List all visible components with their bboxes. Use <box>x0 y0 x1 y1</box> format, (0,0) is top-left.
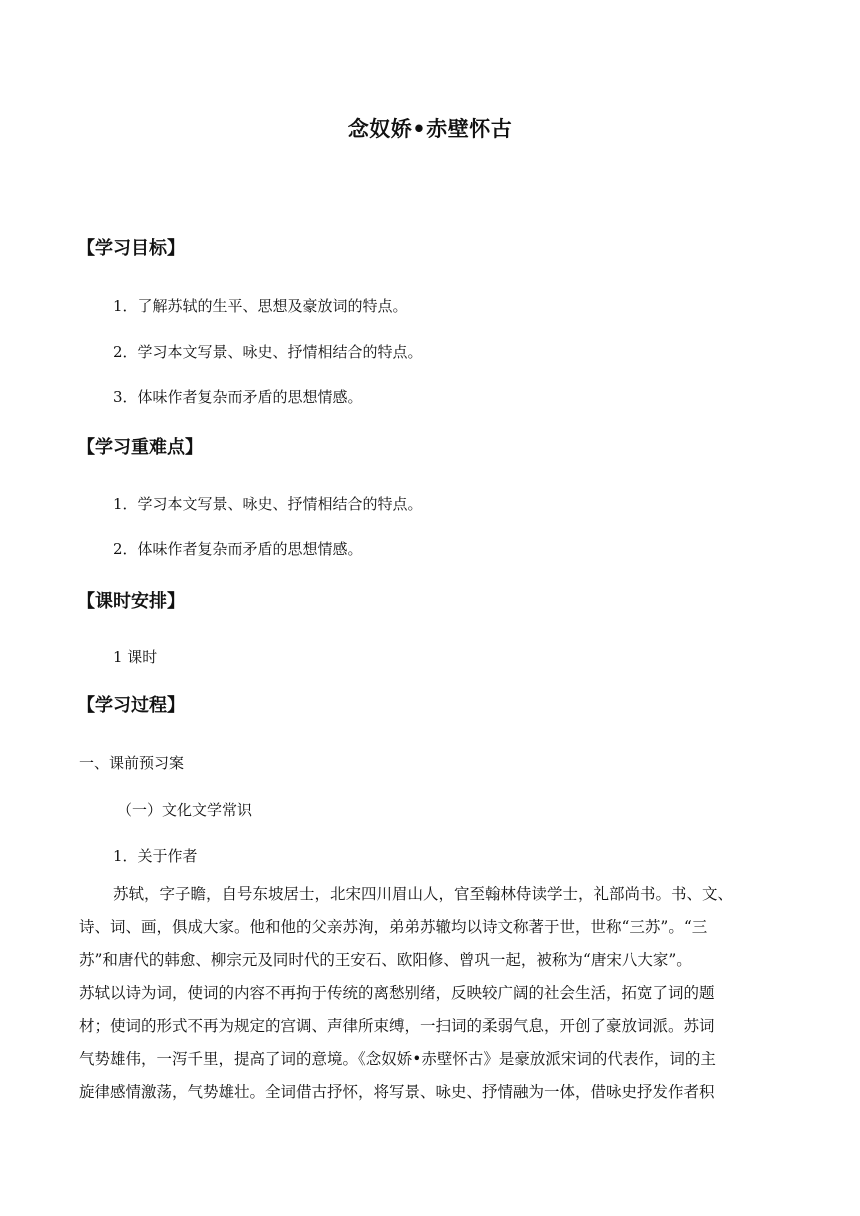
paragraph-line: 旋律感情激荡，气势雄壮。全词借古抒怀，将写景、咏史、抒情融为一体，借咏史抒发作者积 <box>79 1083 715 1101</box>
schedule-text: 1 课时 <box>113 648 158 666</box>
paragraph-line: 苏”和唐代的韩愈、柳宗元及同时代的王安石、欧阳修、曾巩一起，被称为“唐宋八大家”。 <box>79 951 692 969</box>
heading-key-points: 【学习重难点】 <box>77 437 203 458</box>
paragraph-line: 苏轼，字子瞻，自号东坡居士，北宋四川眉山人，官至翰林侍读学士，礼部尚书。书、文、 <box>113 885 734 903</box>
key-point-item-2: 2．体味作者复杂而矛盾的思想情感。 <box>113 540 363 558</box>
objective-item-3: 3．体味作者复杂而矛盾的思想情感。 <box>113 388 363 406</box>
paragraph-line: 苏轼以诗为词，使词的内容不再拘于传统的离愁别绪，反映较广阔的社会生活，拓宽了词的题 <box>79 984 715 1002</box>
process-sub-1-item-1: 1．关于作者 <box>113 847 198 865</box>
objective-item-1: 1．了解苏轼的生平、思想及豪放词的特点。 <box>113 297 408 315</box>
objective-item-2: 2．学习本文写景、咏史、抒情相结合的特点。 <box>113 343 423 361</box>
document-title: 念奴娇•赤壁怀古 <box>347 117 513 141</box>
paragraph-line: 气势雄伟，一泻千里，提高了词的意境。《念奴娇•赤壁怀古》是豪放派宋词的代表作，词的主 <box>79 1050 716 1068</box>
heading-objectives: 【学习目标】 <box>77 238 185 259</box>
key-point-item-1: 1．学习本文写景、咏史、抒情相结合的特点。 <box>113 495 423 513</box>
paragraph-line: 材；使词的形式不再为规定的宫调、声律所束缚，一扫词的柔弱气息，开创了豪放词派。苏词 <box>79 1017 715 1035</box>
paragraph-line: 诗、词、画，俱成大家。他和他的父亲苏洵，弟弟苏辙均以诗文称著于世，世称“三苏”。“三 <box>79 918 708 936</box>
process-sub-1: （一）文化文学常识 <box>117 801 253 819</box>
heading-schedule: 【课时安排】 <box>77 591 185 612</box>
author-paragraph <box>79 878 791 1109</box>
heading-process: 【学习过程】 <box>77 695 185 716</box>
process-part-1: 一、课前预习案 <box>79 754 185 772</box>
